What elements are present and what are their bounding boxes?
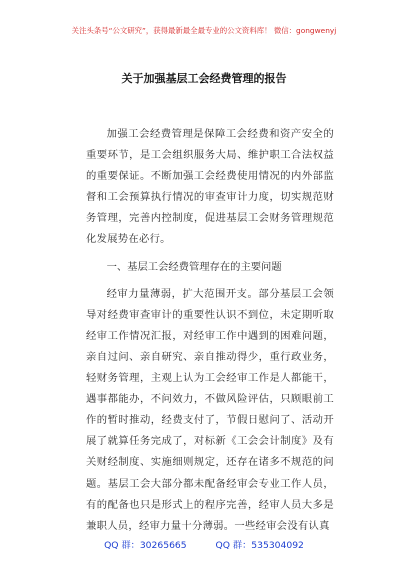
qq-group-1: QQ 群：30265665 — [104, 540, 187, 551]
footer-contact — [0, 537, 408, 551]
promo-banner: 关注头条号“公文研究”，获得最新最全最专业的公文资料库！ 微信：gongwenyj — [71, 26, 337, 35]
section-paragraph: 经审力量薄弱，扩大范围开支。部分基层工会领导对经费审查审计的重要性认识不到位，未定期听取经审工作情况汇报，对经审工作中遇到的困难问题，亲自过问、亲自研究、亲自推动得少，重行政业务，轻财务管理，主观上认为工会经审工作是人都能干，遇事都能办，不问效力，不做风险评估，只顾眼前工作的暂时推动，经费支付了，节假日慰问了、活动开展了就算任务完成了，对标新《工会会计制度》及有关财经制度、实施细则规定，还存在诸多不规范的问题。基层工会大部分都未配备经审会专业工作人员，有的配备也只是形式上的程序完善，经审人员大多是兼职人员，经审力量十分薄弱。一些经审会没有认真 — [86, 287, 334, 532]
section-heading: 一、基层工会经费管理存在的主要问题 — [106, 260, 282, 273]
qq-group-2: QQ 群：535304092 — [215, 540, 304, 551]
document-body — [86, 124, 334, 537]
intro-paragraph: 加强工会经费管理是保障工会经费和资产安全的重要环节，是工会组织服务大局、维护职工合法权益的重要保证。不断加强工会经费使用情况的内外部监督和工会预算执行情况的审查审计力度，切实规范财务管理，完善内控制度，促进基层工会财务管理规范化发展势在必行。 — [86, 128, 334, 246]
document-title: 关于加强基层工会经费管理的报告 — [121, 72, 287, 85]
